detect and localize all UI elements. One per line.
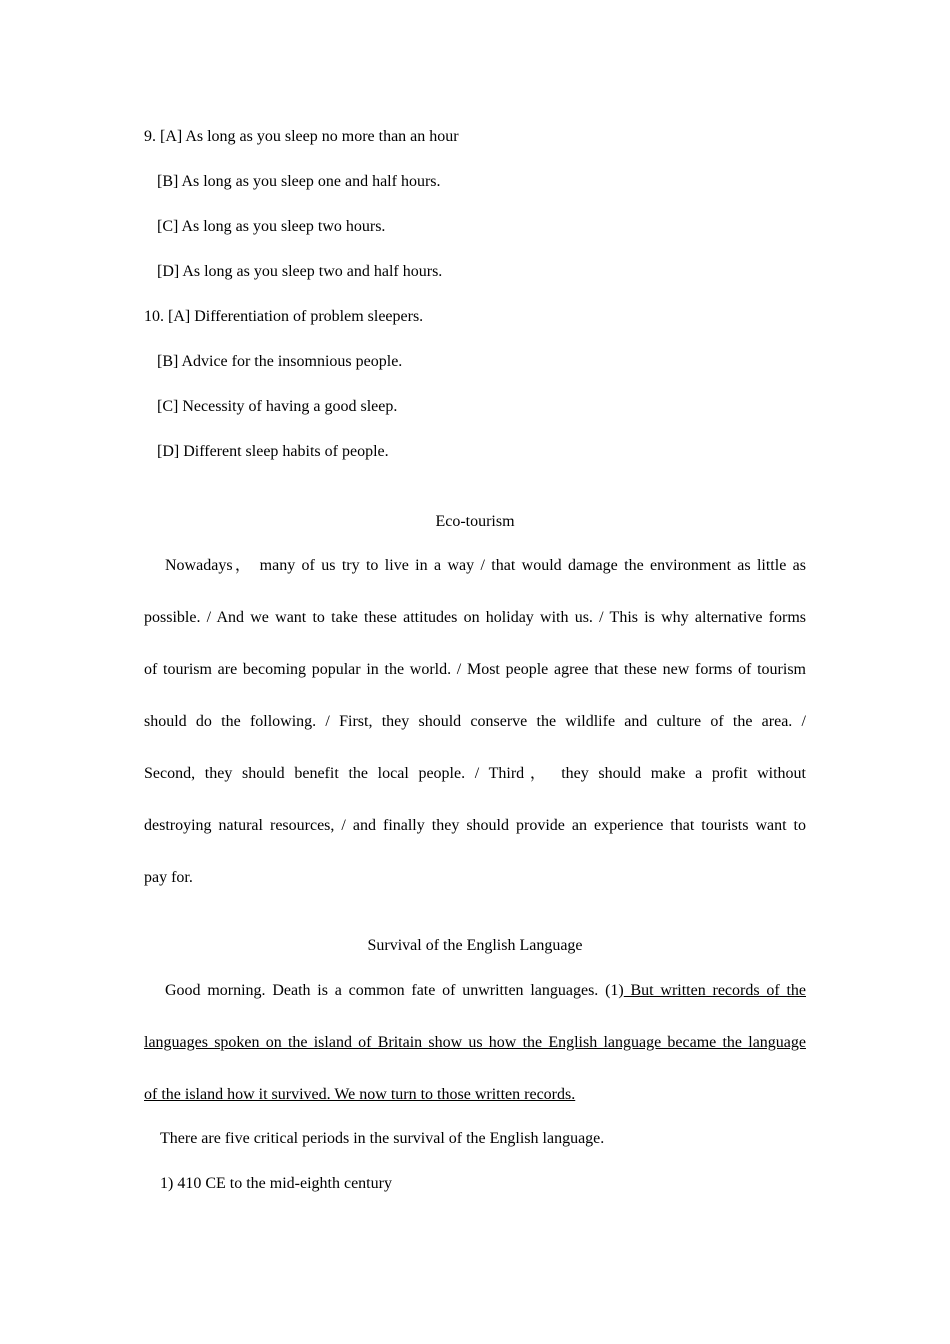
- q10-option-a: 10. [A] Differentiation of problem sleepers.: [144, 308, 424, 325]
- q10-option-c: [C] Necessity of having a good sleep.: [157, 398, 398, 415]
- eco-row: destroying natural resources, / and finally they should provide an experience that tourists want to: [144, 817, 806, 834]
- q10-option-d: [D] Different sleep habits of people.: [157, 443, 389, 460]
- survival-paragraph: [144, 981, 806, 1137]
- eco-tourism-title: Eco-tourism: [435, 513, 515, 530]
- q9-option-a: 9. [A] As long as you sleep no more than an hour: [144, 128, 459, 145]
- survival-row1-plain: Good morning. Death is a common fate of unwritten languages. (1): [165, 982, 624, 999]
- periods-intro: There are five critical periods in the survival of the English language.: [160, 1130, 605, 1147]
- survival-row1-underlined: But written records of the: [623, 982, 806, 999]
- q9-option-d: [D] As long as you sleep two and half hours.: [157, 263, 443, 280]
- survival-row2-underlined: languages spoken on the island of Britain show us how the English language became the language: [144, 1034, 806, 1051]
- survival-title: Survival of the English Language: [367, 937, 583, 954]
- q9-option-c: [C] As long as you sleep two hours.: [157, 218, 386, 235]
- eco-row: possible. / And we want to take these attitudes on holiday with us. / This is why alternative forms: [144, 609, 806, 626]
- eco-tourism-paragraph: [144, 556, 806, 920]
- eco-row: of tourism are becoming popular in the world. / Most people agree that these new forms of tourism: [144, 661, 806, 678]
- eco-row: should do the following. / First, they should conserve the wildlife and culture of the area. /: [144, 713, 806, 730]
- q10-option-b: [B] Advice for the insomnious people.: [157, 353, 403, 370]
- q9-option-b: [B] As long as you sleep one and half hours.: [157, 173, 441, 190]
- survival-row: [144, 981, 806, 1033]
- eco-row: pay for.: [144, 869, 193, 886]
- eco-row: Nowadays， many of us try to live in a way / that would damage the environment as little as: [165, 557, 806, 574]
- period-1: 1) 410 CE to the mid-eighth century: [160, 1175, 392, 1192]
- eco-row: Second, they should benefit the local people. / Third， they should make a profit without: [144, 765, 806, 782]
- survival-row3-underlined: of the island how it survived. We now turn to those written records.: [144, 1086, 576, 1103]
